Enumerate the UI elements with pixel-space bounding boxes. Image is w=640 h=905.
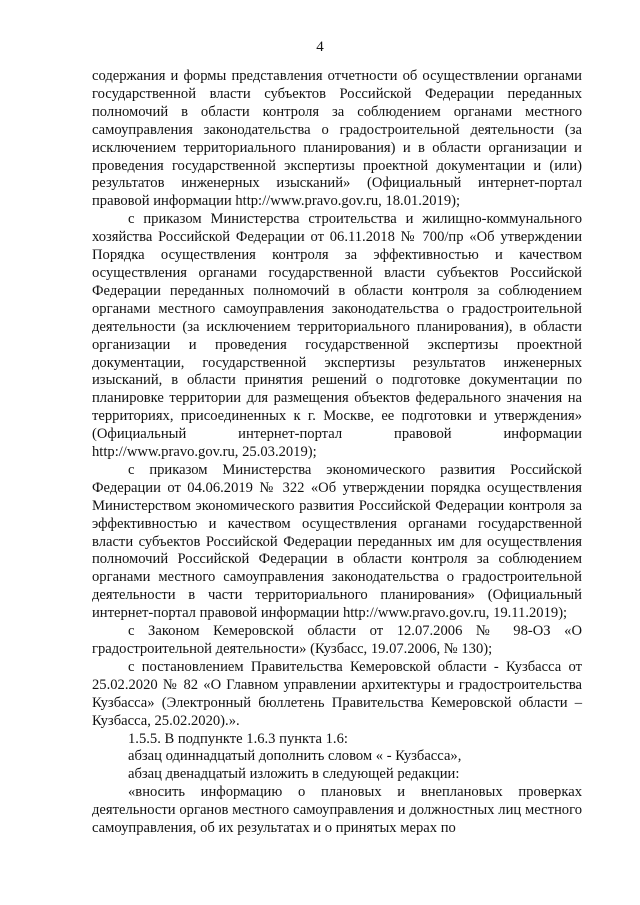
page-number: 4 <box>316 39 324 55</box>
paragraph-kemerovo-law: с Законом Кемеровской области от 12.07.2006 № 98-ОЗ «О градостроительной деятельности» (Кузбасс, 19.07.2006, № 130); <box>92 623 582 657</box>
paragraph-minstroy-order: с приказом Министерства строительства и жилищно-коммунального хозяйства Российской Федерации от 06.11.2018 № 700/пр «Об утверждении Порядка осуществления контроля за эффективностью и качеством осуществления органами государственной власти субъектов Российской Федерации переданных полномочий в области контроля за соблюдением органами местного самоуправления законодательства о градостроительной деятельности (за исключением территориального планирования), в области организации и проведения государственной экспертизы проектной документации, государственной экспертизы результатов инженерных изысканий, в области принятия решений о подготовке документации по планировке территории для размещения объектов федерального значения на территориях, присоединенных к г. Москве, ее подготовки и утверждения» (Официальный интернет-портал правовой информации http://www.pravo.gov.ru, 25.03.2019); <box>92 211 582 461</box>
paragraph-twelfth-abzac: абзац двенадцатый изложить в следующей редакции: <box>128 766 460 783</box>
document-body <box>92 68 582 838</box>
paragraph-continuation: содержания и формы представления отчетности об осуществлении органами государственной власти субъектов Российской Федерации переданных полномочий в области контроля за соблюдением органами местного самоуправления законодательства о градостроительной деятельности (за исключением территориального планирования) и в области организации и проведения государственной экспертизы проектной документации и (или) результатов инженерных изысканий» (Официальный интернет-портал правовой информации http://www.pravo.gov.ru, 18.01.2019); <box>92 68 582 210</box>
paragraph-mineconom-order: с приказом Министерства экономического развития Российской Федерации от 04.06.2019 № 322 «Об утверждении порядка осуществления Министерством экономического развития Российской Федерации контроля за эффективностью и качеством осуществления органами государственной власти субъектов Российской Федерации переданных им для осуществления полномочий Российской Федерации в области контроля за соблюдением органами местного самоуправления законодательства о градостроительной деятельности в части территориального планирования» (Официальный интернет-портал правовой информации http://www.pravo.gov.ru, 19.11.2019); <box>92 461 582 622</box>
paragraph-subclause-heading: 1.5.5. В подпункте 1.6.3 пункта 1.6: <box>128 730 348 747</box>
paragraph-government-resolution: с постановлением Правительства Кемеровской области - Кузбасса от 25.02.2020 № 82 «О Главном управлении архитектуры и градостроительства Кузбасса» (Электронный бюллетень Правительства Кемеровской области – Кузбасса, 25.02.2020).». <box>92 658 582 729</box>
paragraph-new-wording: «вносить информацию о плановых и внеплановых проверках деятельности органов местного самоуправления и должностных лиц местного самоуправления, об их результатах и о принятых мерах по <box>92 784 582 837</box>
paragraph-eleventh-abzac: абзац одиннадцатый дополнить словом « - Кузбасса», <box>128 748 462 765</box>
